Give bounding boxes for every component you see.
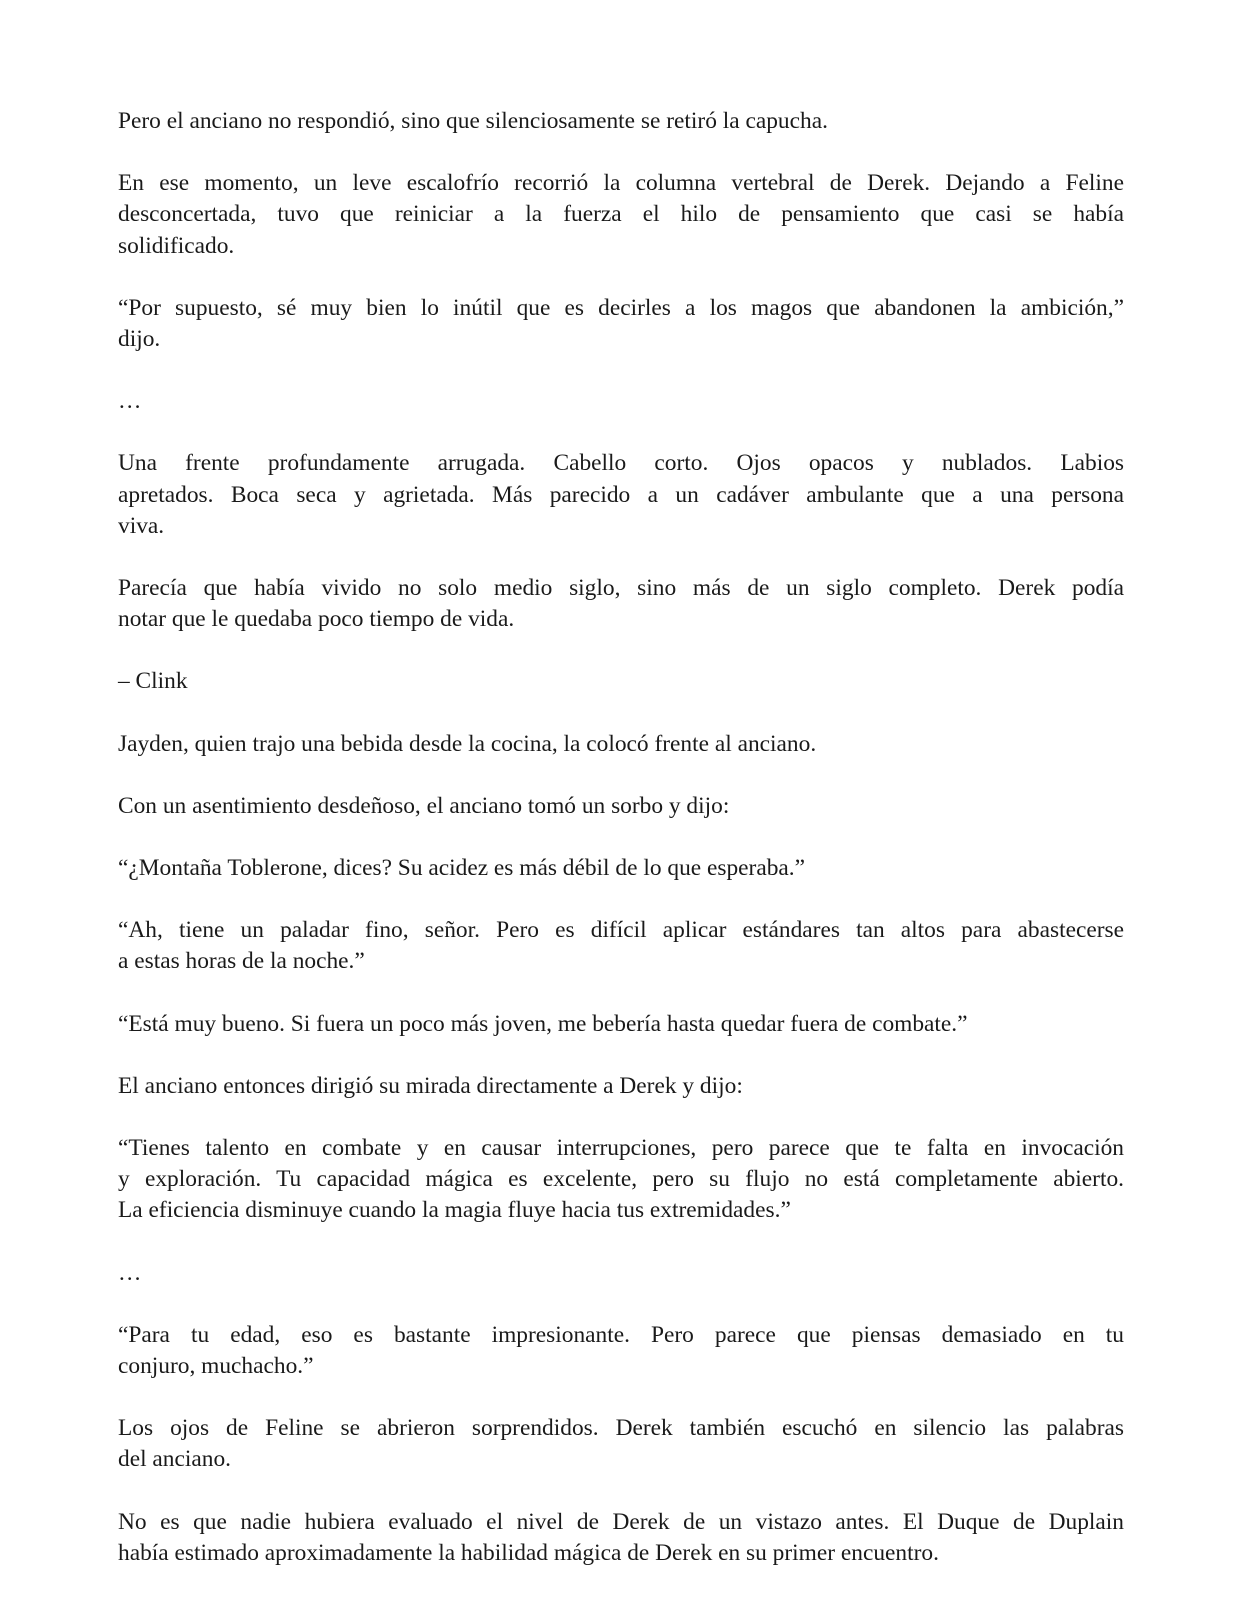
document-page	[118, 106, 1124, 1600]
text-line: “Por supuesto, sé muy bien lo inútil que es decirles a los magos que abandonen la ambición,”	[118, 294, 1124, 321]
text-line: Con un asentimiento desdeñoso, el anciano tomó un sorbo y dijo:	[118, 792, 730, 819]
text-line: Una frente profundamente arrugada. Cabello corto. Ojos opacos y nublados. Labios	[118, 450, 1124, 477]
text-line: dijo.	[118, 326, 161, 353]
text-line: “Ah, tiene un paladar fino, señor. Pero es difícil aplicar estándares tan altos para abastecerse	[118, 917, 1124, 944]
paragraph	[118, 915, 1124, 977]
text-line: “¿Montaña Toblerone, dices? Su acidez es más débil de lo que esperaba.”	[118, 855, 806, 882]
paragraph	[118, 448, 1124, 542]
paragraph	[118, 1258, 1124, 1289]
paragraph	[118, 1133, 1124, 1227]
paragraph	[118, 1071, 1124, 1102]
text-line: apretados. Boca seca y agrietada. Más parecido a un cadáver ambulante que a una persona	[118, 481, 1124, 508]
text-line: …	[118, 388, 142, 415]
paragraph	[118, 1009, 1124, 1040]
paragraph	[118, 853, 1124, 884]
text-line: del anciano.	[118, 1446, 232, 1473]
text-line: conjuro, muchacho.”	[118, 1353, 314, 1380]
text-line: desconcertada, tuvo que reiniciar a la fuerza el hilo de pensamiento que casi se había	[118, 201, 1124, 228]
text-line: “Tienes talento en combate y en causar interrupciones, pero parece que te falta en invocación	[118, 1135, 1124, 1162]
text-line: En ese momento, un leve escalofrío recorrió la columna vertebral de Derek. Dejando a Feline	[118, 170, 1124, 197]
text-line: Los ojos de Feline se abrieron sorprendidos. Derek también escuchó en silencio las palabras	[118, 1415, 1124, 1442]
paragraph	[118, 1507, 1124, 1569]
text-line: solidificado.	[118, 232, 235, 259]
text-line: – Clink	[118, 668, 188, 695]
text-line: Jayden, quien trajo una bebida desde la cocina, la colocó frente al anciano.	[118, 730, 817, 757]
text-line: Pero el anciano no respondió, sino que silenciosamente se retiró la capucha.	[118, 108, 828, 134]
text-line: notar que le quedaba poco tiempo de vida.	[118, 606, 515, 633]
text-line: El anciano entonces dirigió su mirada directamente a Derek y dijo:	[118, 1072, 743, 1099]
text-line: “Está muy bueno. Si fuera un poco más joven, me bebería hasta quedar fuera de combate.”	[118, 1010, 968, 1037]
text-line: y exploración. Tu capacidad mágica es excelente, pero su flujo no está completamente abierto.	[118, 1166, 1124, 1193]
paragraph	[118, 106, 1124, 137]
text-line: No es que nadie hubiera evaluado el nivel de Derek de un vistazo antes. El Duque de Duplain	[118, 1508, 1124, 1535]
paragraph	[118, 1413, 1124, 1475]
text-line: Parecía que había vivido no solo medio siglo, sino más de un siglo completo. Derek podía	[118, 575, 1124, 602]
paragraph	[118, 386, 1124, 417]
text-line: La eficiencia disminuye cuando la magia fluye hacia tus extremidades.”	[118, 1197, 791, 1224]
text-line: había estimado aproximadamente la habilidad mágica de Derek en su primer encuentro.	[118, 1539, 939, 1566]
paragraph	[118, 293, 1124, 355]
paragraph	[118, 168, 1124, 262]
paragraph	[118, 729, 1124, 760]
paragraph	[118, 573, 1124, 635]
paragraph	[118, 791, 1124, 822]
paragraph	[118, 1320, 1124, 1382]
text-line: “Para tu edad, eso es bastante impresionante. Pero parece que piensas demasiado en tu	[118, 1321, 1124, 1348]
text-line: …	[118, 1259, 142, 1286]
text-line: viva.	[118, 512, 165, 539]
paragraph	[118, 666, 1124, 697]
text-line: a estas horas de la noche.”	[118, 948, 365, 975]
